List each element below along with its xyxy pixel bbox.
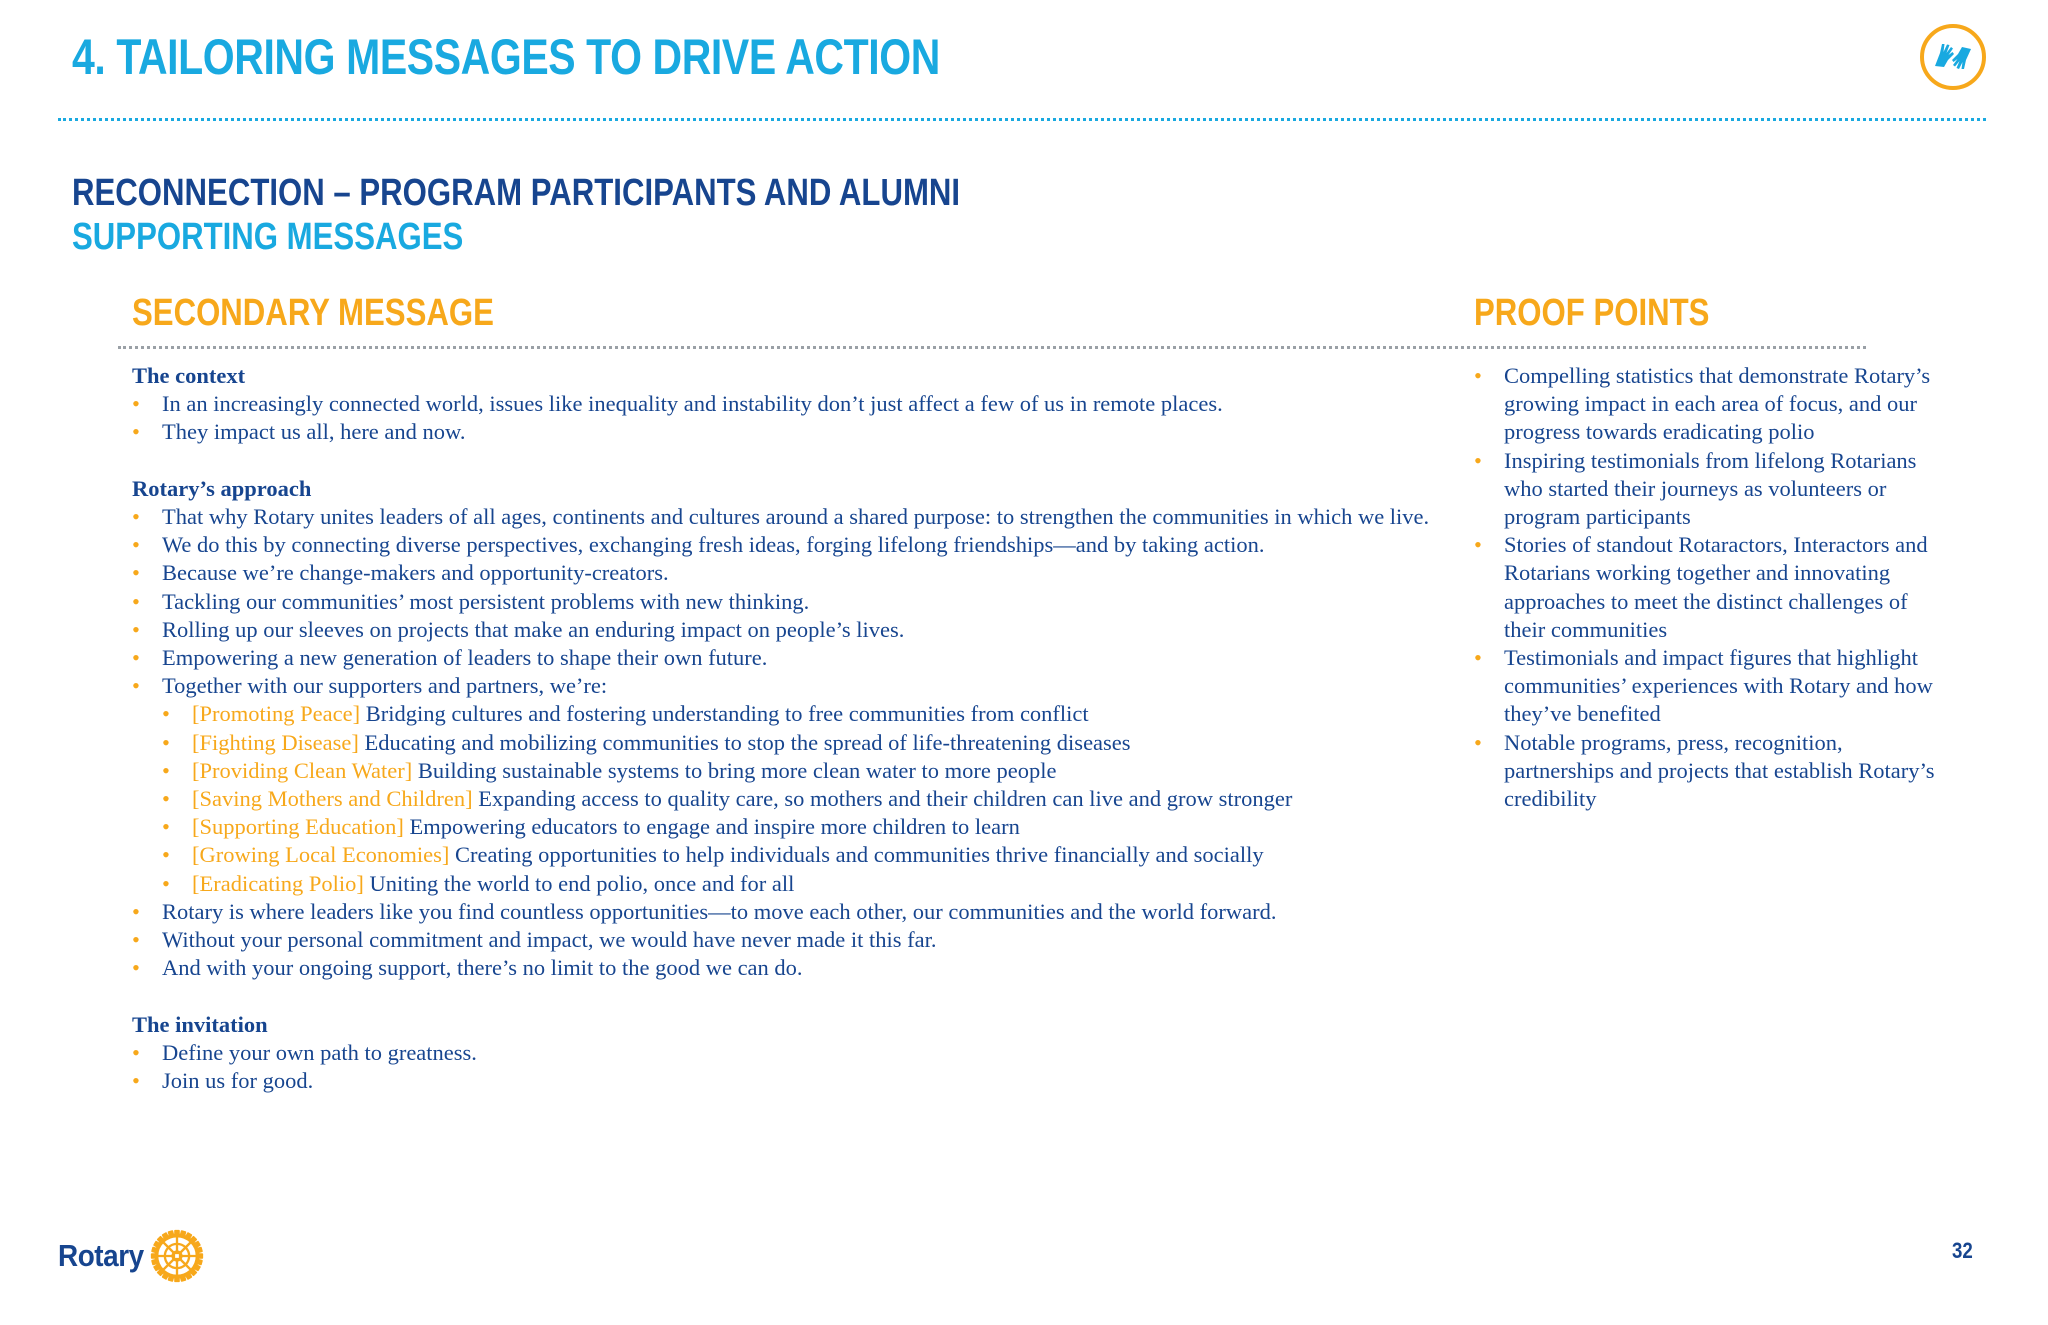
list-item: • We do this by connecting diverse perspectives, exchanging fresh ideas, forging lifelong friendships—and by taking action. [132,531,1432,559]
page-number: 32 [1952,1238,1973,1263]
list-item: • And with your ongoing support, there’s no limit to the good we can do. [132,954,1432,982]
area-item [162,729,1432,757]
secondary-message-heading: SECONDARY MESSAGE [132,292,494,334]
area-tag: [Growing Local Economies] [192,842,450,868]
page-title: 4. TAILORING MESSAGES TO DRIVE ACTION [72,29,940,85]
area-item [162,841,1432,869]
rotary-wheel-icon [149,1228,205,1284]
area-item [162,870,1432,898]
area-item [162,757,1432,785]
area-text: Empowering educators to engage and inspire more children to learn [403,814,1020,840]
context-list [132,390,1432,446]
proof-points-column [1474,362,1944,813]
approach-list [132,503,1432,700]
list-item: • Together with our supporters and partners, we’re: [132,672,1432,700]
area-text: Bridging cultures and fostering understanding to free communities from conflict [360,701,1089,727]
proof-point: • Inspiring testimonials from lifelong Rotarians who started their journeys as volunteers or program participants [1474,447,1944,532]
invitation-heading: The invitation [132,1011,268,1037]
area-tag: [Promoting Peace] [192,701,361,727]
area-tag: [Eradicating Polio] [192,870,364,896]
area-text: Educating and mobilizing communities to stop the spread of life-threatening diseases [358,729,1131,755]
area-text: Uniting the world to end polio, once and for all [363,870,795,896]
column-header-divider [118,346,1866,349]
area-tag: [Fighting Disease] [192,729,359,755]
area-tag: [Saving Mothers and Children] [192,786,473,812]
proof-points-list [1474,362,1944,813]
areas-of-focus-list [132,700,1432,897]
area-tag: [Providing Clean Water] [192,757,413,783]
secondary-message-column [132,362,1432,1095]
list-item: • Define your own path to greatness. [132,1039,1432,1067]
list-item: • In an increasingly connected world, issues like inequality and instability don’t just affect a few of us in remote places. [132,390,1432,418]
proof-point: • Notable programs, press, recognition, partnerships and projects that establish Rotary’s credibility [1474,729,1944,814]
closing-list [132,898,1432,983]
section-title: RECONNECTION – PROGRAM PARTICIPANTS AND ALUMNI [72,172,961,214]
list-item: • They impact us all, here and now. [132,418,1432,446]
list-item: • Join us for good. [132,1067,1432,1095]
list-item: • Tackling our communities’ most persistent problems with new thinking. [132,588,1432,616]
list-item: • Rotary is where leaders like you find countless opportunities—to move each other, our communities and the world forward. [132,898,1432,926]
approach-heading: Rotary’s approach [132,475,312,501]
proof-point: • Testimonials and impact figures that highlight communities’ experiences with Rotary and how they’ve benefited [1474,644,1944,729]
helping-hands-icon [1918,22,1988,92]
list-item: • Because we’re change-makers and opportunity-creators. [132,559,1432,587]
area-text: Building sustainable systems to bring more clean water to more people [412,757,1057,783]
list-item: • Without your personal commitment and impact, we would have never made it this far. [132,926,1432,954]
list-item: • That why Rotary unites leaders of all ages, continents and cultures around a shared purpose: to strengthen the communities in which we live. [132,503,1432,531]
area-text: Creating opportunities to help individuals and communities thrive financially and socially [449,842,1264,868]
rotary-logo [58,1226,205,1286]
section-subtitle: SUPPORTING MESSAGES [72,216,464,258]
context-heading: The context [132,363,246,388]
area-item [162,813,1432,841]
proof-point: • Compelling statistics that demonstrate Rotary’s growing impact in each area of focus, and our progress towards eradicating polio [1474,362,1944,447]
logo-wordmark: Rotary [58,1238,144,1273]
area-item [162,785,1432,813]
proof-points-heading: PROOF POINTS [1474,292,1710,334]
proof-point: • Stories of standout Rotaractors, Interactors and Rotarians working together and innovating approaches to meet the distinct challenges of their communities [1474,531,1944,644]
list-item: • Empowering a new generation of leaders to shape their own future. [132,644,1432,672]
title-divider [58,118,1986,121]
area-item [162,700,1432,728]
area-tag: [Supporting Education] [192,814,404,840]
area-text: Expanding access to quality care, so mothers and their children can live and grow stronger [472,786,1293,812]
invitation-list [132,1039,1432,1095]
list-item: • Rolling up our sleeves on projects that make an enduring impact on people’s lives. [132,616,1432,644]
